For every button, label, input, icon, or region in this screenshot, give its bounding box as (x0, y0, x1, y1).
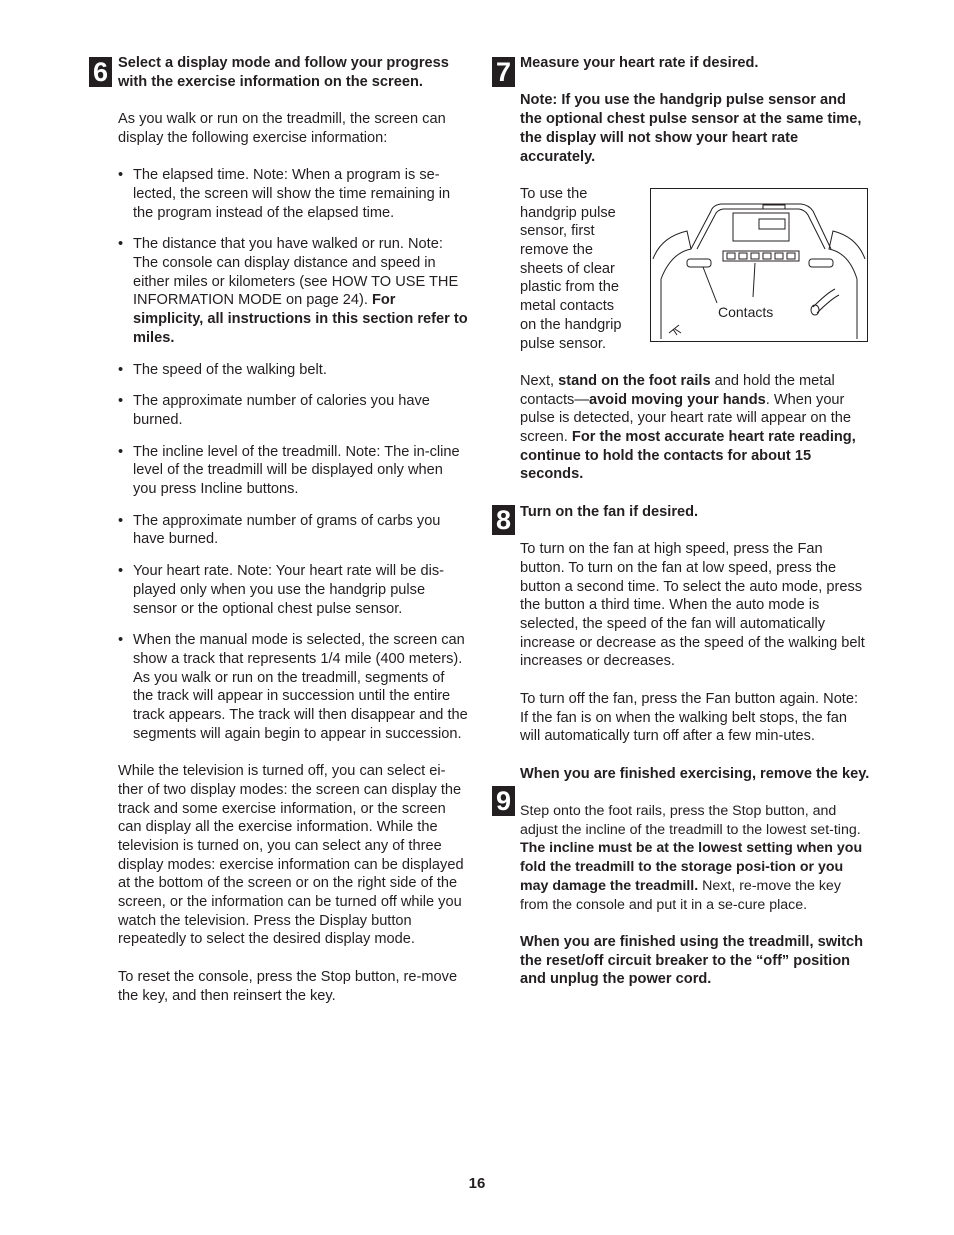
list-item: • Your heart rate. Note: Your heart rate will be dis-played only when you use the handgrip pulse sensor or the optional chest pulse sensor. (118, 562, 468, 618)
step-number-7: 7 (492, 57, 515, 87)
step7-paragraph: Next, stand on the foot rails and hold the metal contacts—avoid moving your hands. When your pulse is detected, your heart rate will appear on the screen. For the most accurate heart rate reading, continue to hold the contacts for about 15 seconds. (520, 372, 856, 483)
step6-heading: Select a display mode and follow your progress with the exercise information on the screen. (118, 55, 449, 90)
reset-console-paragraph: To reset the console, press the Stop button, re-move the key, and then reinsert the key. (118, 968, 458, 1004)
step-number-8: 8 (492, 505, 515, 535)
right-column (520, 54, 870, 989)
list-item: • The elapsed time. Note: When a program is se-lected, the screen will show the time remaining in the program instead of the elapsed time. (118, 166, 468, 222)
step9-power-off-paragraph: When you are finished using the treadmill, switch the reset/off circuit breaker to the “off” position and unplug the power cord. (520, 933, 864, 988)
list-item: • The approximate number of calories you have burned. (118, 392, 468, 429)
pulse-sensor-instructions: To use the handgrip pulse sensor, first remove the sheets of clear plastic from the metal contacts on the handgrip pulse sensor. (520, 185, 622, 352)
step9-heading: When you are finished exercising, remove the key. (520, 765, 870, 782)
step-number-6: 6 (89, 57, 112, 87)
step7-note: Note: If you use the handgrip pulse sensor and the optional chest pulse sensor at the same time, the display will not show your heart rate accurately. (520, 92, 862, 165)
list-item: • The distance that you have walked or run. Note: The console can display distance and speed in either miles or kilometers (see HOW TO USE THE INFORMATION MODE on page 24). For simplicity, all instructions in this section refer to miles. (118, 235, 468, 347)
list-item: • The speed of the walking belt. (118, 361, 468, 380)
step-number-9: 9 (492, 786, 515, 816)
page-number: 16 (468, 1175, 486, 1192)
pulse-sensor-figure-block (520, 185, 870, 372)
step6-intro: As you walk or run on the treadmill, the screen can display the following exercise information: (118, 111, 446, 146)
step8-fan-off-paragraph: To turn off the fan, press the Fan button again. Note: If the fan is on when the walking belt stops, the fan will automatically turn off after a few min-utes. (520, 690, 859, 745)
list-item: • When the manual mode is selected, the screen can show a track that represents 1/4 mile (400 meters). As you walk or run on the treadmill, segments of the track will appear in succession until the entire track appears. The track will then disappear and the segments will again begin to appear in succession. (118, 631, 468, 743)
console-illustration (650, 188, 868, 342)
step7-heading: Measure your heart rate if desired. (520, 55, 759, 71)
exercise-info-list (118, 166, 468, 743)
display-modes-paragraph: While the television is turned off, you can select ei-ther of two display modes: the screen can display the track and some exercise information, or the screen can display all the exercise information. While the television is turned on, you can select any of three display modes: exercise information can be displayed at the bottom of the screen or on the right side of the screen, or the information can be turned off while you watch the television. Press the Display button repeatedly to select the desired display mode. (118, 763, 464, 948)
step9-paragraph: Step onto the foot rails, press the Stop button, and adjust the incline of the treadmill to the lowest set-ting. The incline must be at the lowest setting when you fold the treadmill to the storage posi-tion or you may damage the treadmill. Next, re-move the key from the console and put it in a se-cure place. (520, 802, 863, 913)
contacts-label: Contacts (718, 303, 774, 320)
list-item: • The approximate number of grams of carbs you have burned. (118, 512, 468, 549)
left-column (118, 54, 468, 1005)
step8-fan-on-paragraph: To turn on the fan at high speed, press the Fan button. To turn on the fan at low speed, press the button a second time. To select the auto mode, press the button a third time. When the auto mode is selected, the speed of the fan will automatically increase or decrease as the speed of the walking belt increases or decreases. (520, 541, 865, 670)
list-item: • The incline level of the treadmill. Note: The in-cline level of the treadmill will be displayed only when you press Incline buttons. (118, 443, 468, 499)
step8-heading: Turn on the fan if desired. (520, 503, 699, 520)
